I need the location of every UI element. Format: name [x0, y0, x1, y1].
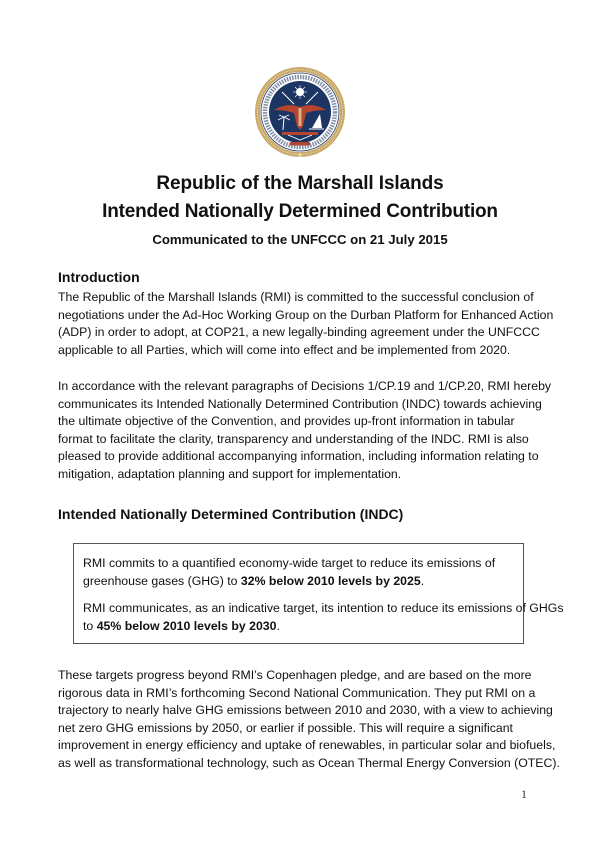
indc-target-2025 — [83, 555, 523, 590]
introduction-paragraph-1 — [58, 289, 558, 359]
text-line: improvement in energy efficiency and uptake of renewables, in particular solar and biofuels, — [58, 738, 556, 753]
text-line: the ultimate objective of the Convention, and provides up-front information in tabular — [58, 414, 515, 429]
text-line: format to facilitate the clarity, transparency and understanding of the INDC. RMI is also — [58, 431, 529, 446]
text-line: These targets progress beyond RMI’s Copenhagen pledge, and are based on the more — [58, 668, 532, 682]
text-run: greenhouse gases (GHG) to — [83, 573, 241, 588]
text-run: . — [420, 573, 425, 588]
text-line: RMI communicates, as an indicative target, its intention to reduce its emissions of GHGs — [83, 601, 564, 615]
text-line: mitigation, adaptation planning and support for implementation. — [58, 466, 402, 481]
seal-of-the-marshall-islands-icon — [254, 66, 346, 158]
text-line: pleased to provide additional accompanying information, including information relating to — [58, 449, 539, 464]
page-number: 1 — [521, 787, 527, 801]
section-heading-introduction: Introduction — [58, 269, 140, 285]
text-line: communicates its Intended Nationally Determined Contribution (INDC) towards achieving — [58, 396, 542, 411]
target-value-2030: 45% below 2010 levels by 2030 — [96, 618, 277, 633]
text-line: as well as transformational technology, such as Ocean Thermal Energy Conversion (OTEC). — [58, 755, 560, 770]
document-title-line-2: Intended Nationally Determined Contribution — [102, 201, 498, 222]
text-run: to — [83, 618, 97, 633]
indc-target-2030 — [83, 600, 564, 635]
document-title: Republic of the Marshall Islands — [156, 173, 444, 194]
text-line: net zero GHG emissions by 2050, or earlier if possible. This will require a significant — [58, 720, 513, 735]
target-value-2025: 32% below 2010 levels by 2025 — [240, 573, 421, 588]
text-line: applicable to all Parties, which will come into effect and be implemented from 2020. — [58, 342, 511, 357]
text-run: . — [276, 618, 280, 633]
text-line: RMI commits to a quantified economy-wide target to reduce its emissions of — [83, 556, 496, 570]
text-line: The Republic of the Marshall Islands (RMI) is committed to the successful conclusion of — [58, 290, 534, 304]
indc-paragraph — [58, 667, 558, 773]
text-line: rigorous data in RMI’s forthcoming Second National Communication. They put RMI on a — [58, 685, 536, 700]
introduction-paragraph-2 — [58, 378, 558, 484]
section-heading-indc: Intended Nationally Determined Contribution (INDC) — [58, 506, 404, 522]
indc-targets-box — [73, 543, 564, 644]
text-line: trajectory to nearly halve GHG emissions between 2010 and 2030, with a view to achieving — [58, 703, 553, 718]
text-line: In accordance with the relevant paragraphs of Decisions 1/CP.19 and 1/CP.20, RMI hereby — [58, 379, 552, 393]
document-subtitle: Communicated to the UNFCCC on 21 July 2015 — [152, 232, 448, 247]
text-line — [83, 573, 523, 591]
text-line — [83, 618, 523, 636]
text-line: (ADP) in order to adopt, at COP21, a new legally-binding agreement under the UNFCCC — [58, 325, 540, 340]
text-line: negotiations under the Ad-Hoc Working Group on the Durban Platform for Enhanced Action — [58, 307, 554, 322]
